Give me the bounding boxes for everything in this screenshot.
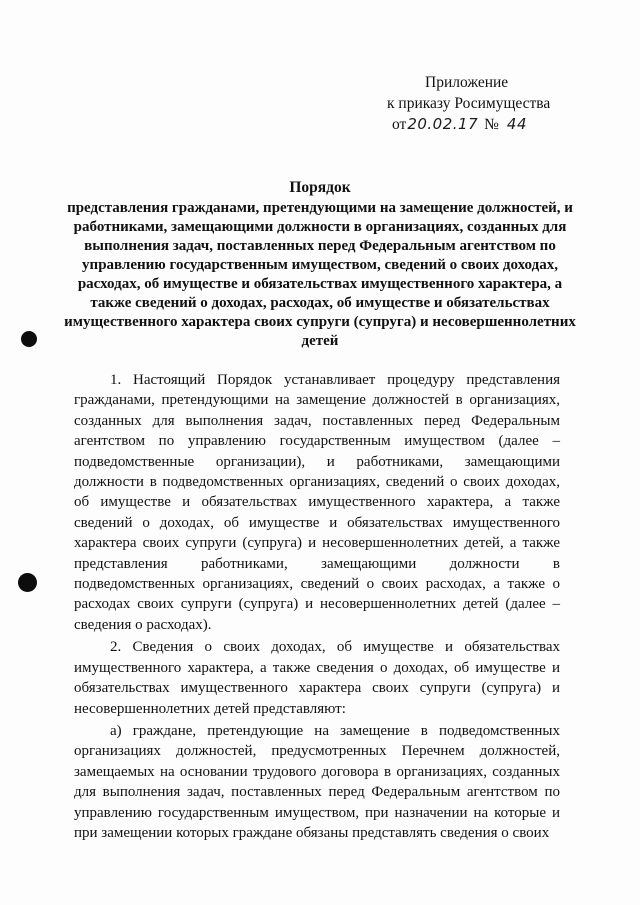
document-title-block xyxy=(60,178,580,351)
appendix-header xyxy=(380,72,580,135)
number-sign: № xyxy=(484,116,499,133)
appendix-label: Приложение xyxy=(425,74,509,91)
document-body xyxy=(74,370,560,843)
paragraph-2: 2. Сведения о своих доходах, об имуществе и обязательствах имущественного характера, а также сведения о доходах, об имуществе и обязательствах имущественного характера своих супруги (супруга) и несовершеннолетних детей представляют: xyxy=(74,639,560,717)
punch-hole xyxy=(18,573,37,592)
document-title: Порядок xyxy=(289,179,351,196)
paragraph-2a: а) граждане, претендующие на замещение в подведомственных организациях должностей, предусмотренных Перечнем должностей, замещаемых на основании трудового договора в организациях, созданных для выполнения задач, поставленных перед Федеральным агентством по управлению государственным имуществом, при назначении на которые и при замещении которых граждане обязаны представлять сведения о своих xyxy=(74,722,560,841)
handwritten-date: 20.02.17 xyxy=(407,115,479,133)
from-prefix: от xyxy=(392,116,407,133)
document-subtitle: представления гражданами, претендующими на замещение должностей, и работниками, замещающими должности в организациях, созданных для выполнения задач, поставленных перед Федеральным агентством по управлению государственным имуществом, сведений о своих доходах, расходах, об имуществе и обязательствах имущественного характера, а также сведений о доходах, расходах, об имуществе и обязательствах имущественного характера своих супруги (супруга) и несовершеннолетних детей xyxy=(64,200,576,349)
handwritten-number: 44 xyxy=(506,115,528,133)
appendix-order-ref: к приказу Росимущества xyxy=(387,95,551,112)
punch-hole xyxy=(21,331,37,347)
appendix-date-number xyxy=(380,114,580,135)
paragraph-1: 1. Настоящий Порядок устанавливает процедуру представления гражданами, претендующими на замещение должностей в организациях, созданных для выполнения задач, поставленных перед Федеральным агентством по управлению государственным имуществом (далее – подведомственные организации), и работниками, замещающими должности в подведомственных организациях, сведений о своих доходах, об имуществе и обязательствах имущественного характера, а также сведений о доходах, об имуществе и обязательствах имущественного характера своих супруги (супруга) и несовершеннолетних детей, а также представления работниками, замещающими должности в подведомственных организациях, сведений о своих расходах, а также о расходах своих супруги (супруга) и несовершеннолетних детей (далее – сведения о расходах). xyxy=(74,372,560,633)
